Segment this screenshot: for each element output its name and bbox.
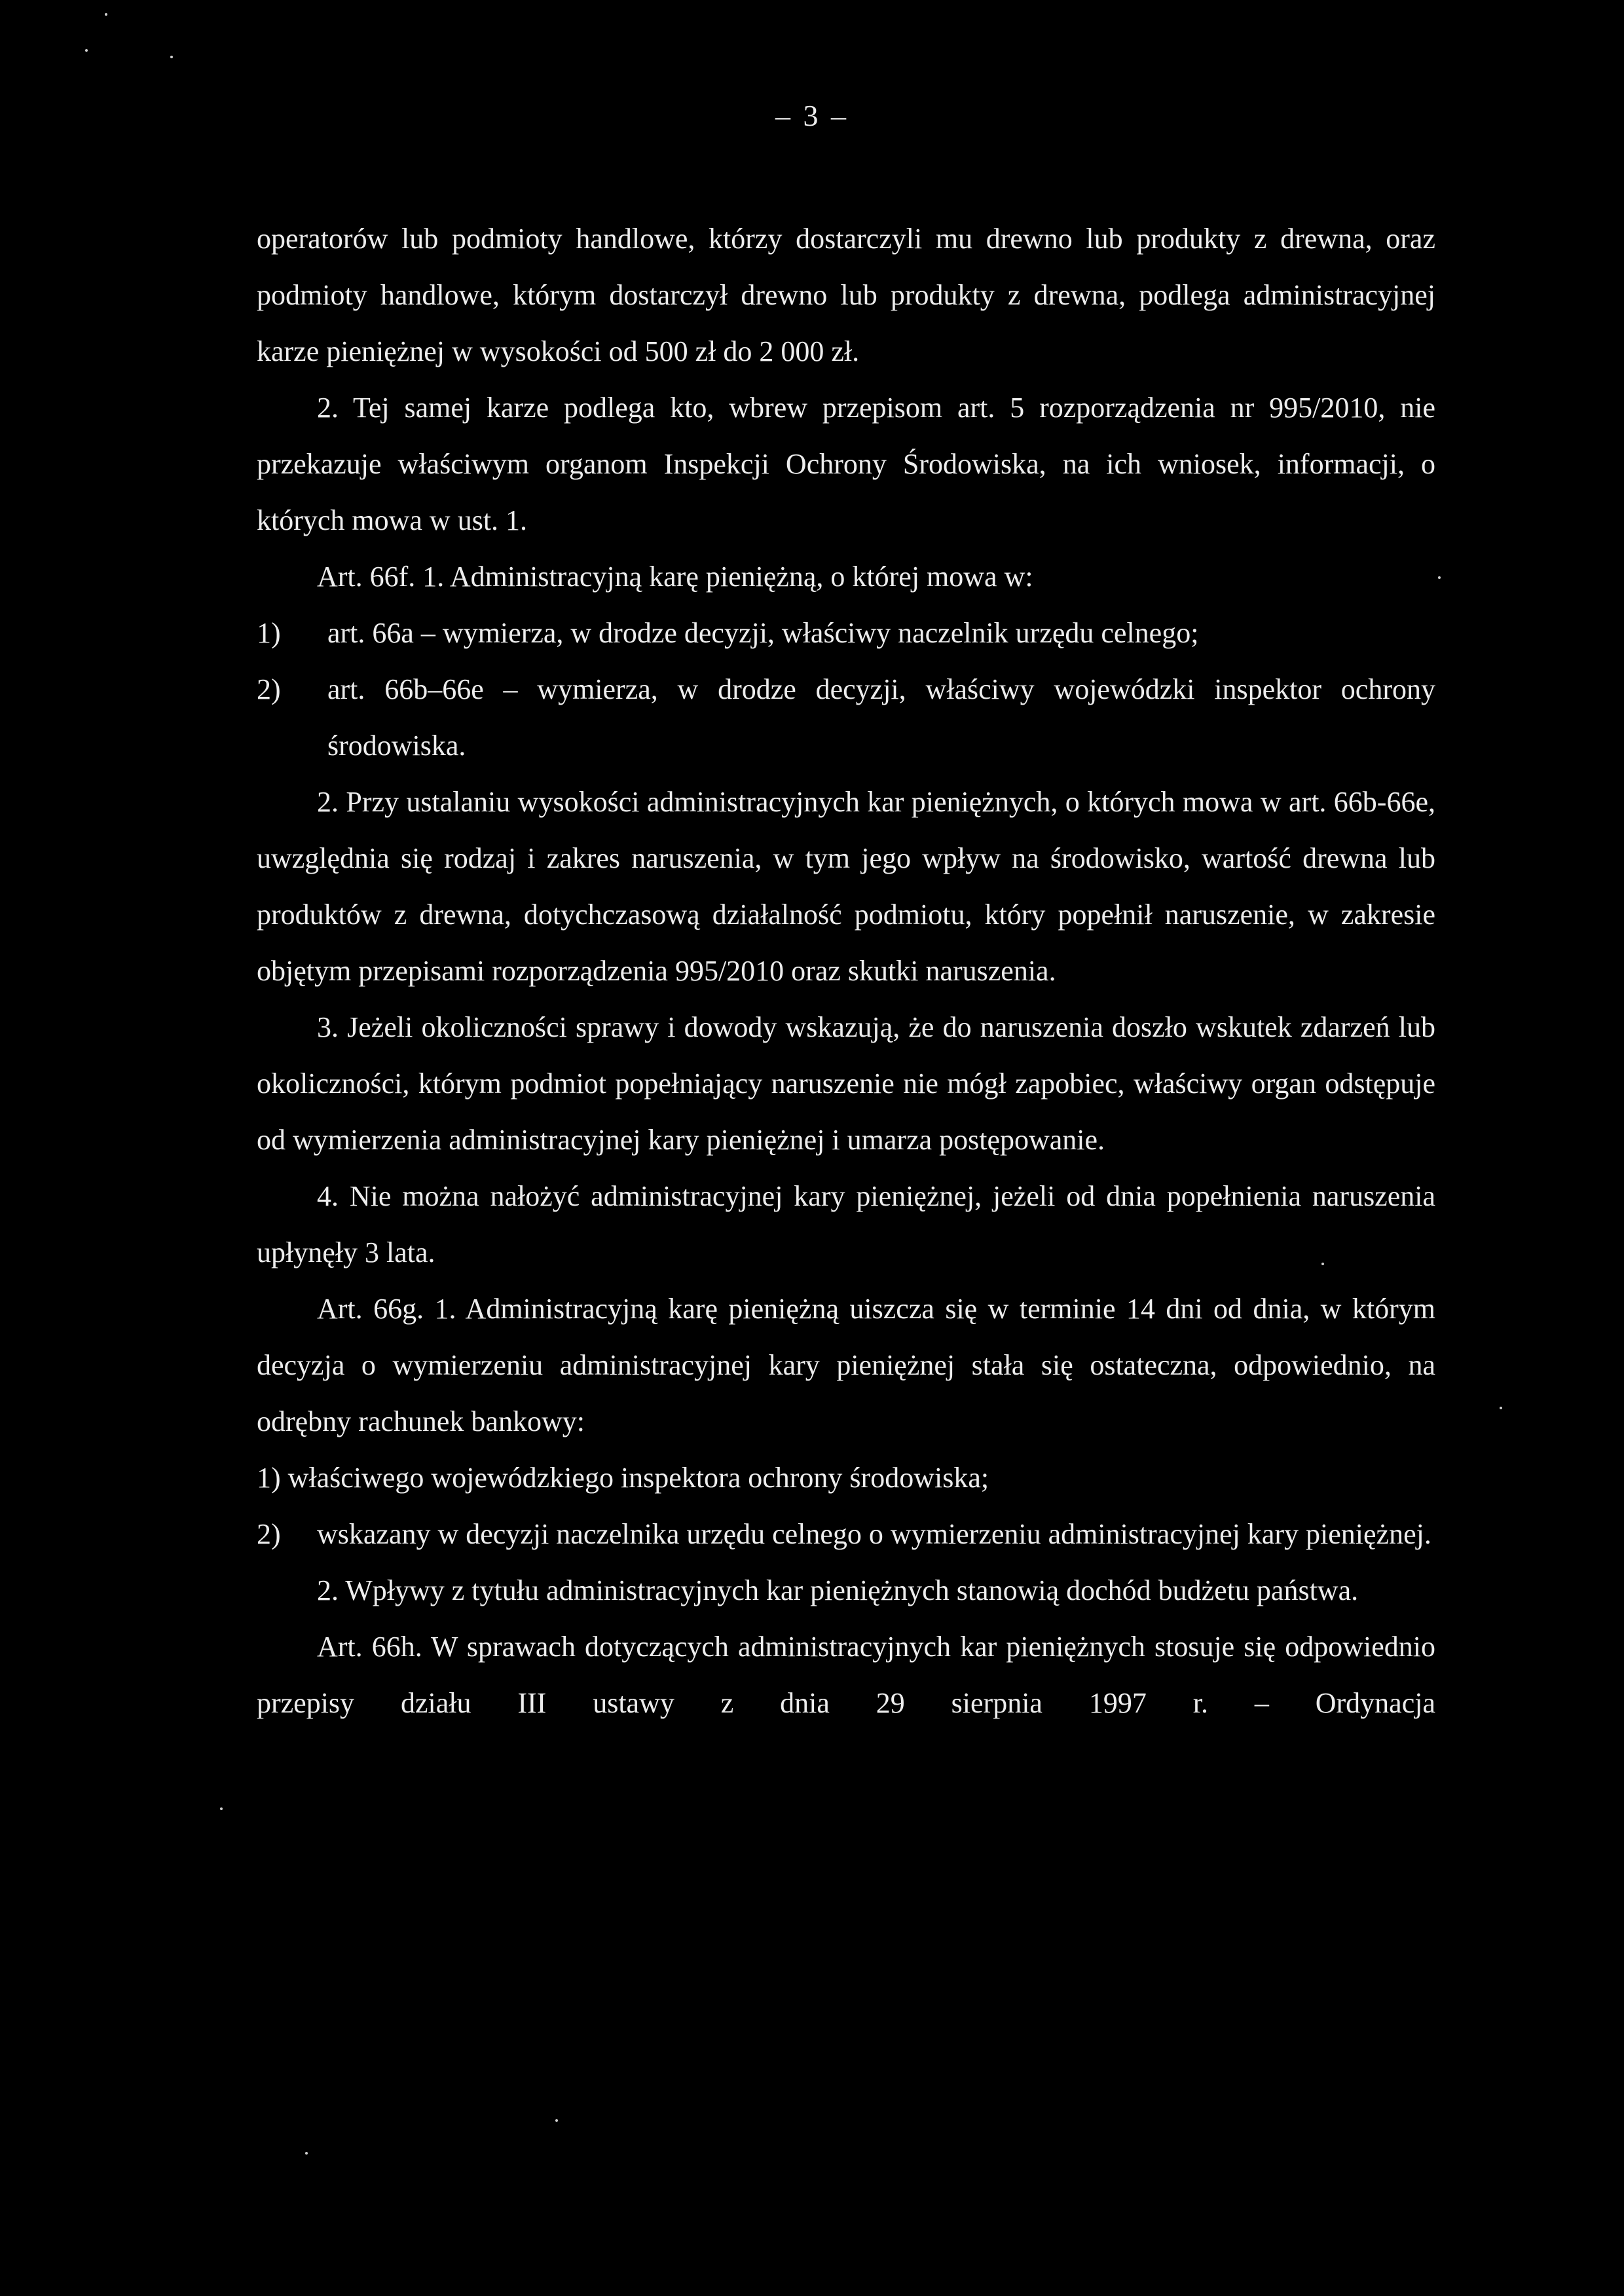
art66f-list-item-2	[257, 661, 1435, 774]
paragraph-art66f-3: 3. Jeżeli okoliczności sprawy i dowody wskazują, że do naruszenia doszło wskutek zdarzeń lub okoliczności, którym podmiot popełniający naruszenie nie mógł zapobiec, właściwy organ odstępuje od wymierzenia administracyjnej kary pieniężnej i umarza postępowanie.	[257, 1011, 1435, 1156]
article-66h-paragraph: Art. 66h. W sprawach dotyczących administracyjnych kar pieniężnych stosuje się odpowiednio przepisy działu III ustawy z dnia 29 sierpnia 1997 r. – Ordynacja	[257, 1631, 1435, 1719]
scan-speck	[85, 49, 88, 52]
article-66f-heading: Art. 66f. 1. Administracyjną karę pieniężną, o której mowa w:	[317, 561, 1033, 593]
article-66g-paragraph-1: Art. 66g. 1. Administracyjną karę pieniężną uiszcza się w terminie 14 dni od dnia, w którym decyzja o wymierzeniu administracyjnej kary pieniężnej stała się ostateczna, odpowiednio, na odrębny rachunek bankowy:	[257, 1293, 1435, 1437]
list-number: 2)	[257, 1518, 281, 1550]
scan-speck	[1321, 1263, 1324, 1265]
scan-speck	[1500, 1407, 1502, 1409]
art66f-list-item-1	[257, 605, 1435, 661]
art66g-list-item-2	[257, 1506, 1435, 1563]
scan-speck	[555, 2119, 558, 2122]
list-text: art. 66b–66e – wymierza, w drodze decyzji, właściwy wojewódzki inspektor ochrony środowiska.	[327, 673, 1435, 762]
scan-speck	[1438, 576, 1441, 579]
list-text: wskazany w decyzji naczelnika urzędu celnego o wymierzeniu administracyjnej kary pieniężnej.	[317, 1518, 1431, 1550]
paragraph-art66f-2: 2. Przy ustalaniu wysokości administracyjnych kar pieniężnych, o których mowa w art. 66b-66e, uwzględnia się rodzaj i zakres naruszenia, w tym jego wpływ na środowisko, wartość drewna lub produktów z drewna, dotychczasową działalność podmiotu, który popełnił naruszenie, w zakresie objętym przepisami rozporządzenia 995/2010 oraz skutki naruszenia.	[257, 786, 1435, 987]
page-number: – 3 –	[775, 99, 849, 132]
scan-speck	[170, 56, 173, 58]
paragraph-art66e-2: 2. Tej samej karze podlega kto, wbrew przepisom art. 5 rozporządzenia nr 995/2010, nie przekazuje właściwym organom Inspekcji Ochrony Środowiska, na ich wniosek, informacji, o których mowa w ust. 1.	[257, 392, 1435, 536]
paragraph-art66g-2: 2. Wpływy z tytułu administracyjnych kar pieniężnych stanowią dochód budżetu państwa.	[317, 1574, 1359, 1606]
list-text: art. 66a – wymierza, w drodze decyzji, właściwy naczelnik urzędu celnego;	[327, 617, 1199, 649]
list-number: 2)	[257, 673, 281, 705]
document-body	[257, 211, 1435, 1731]
scan-speck	[305, 2152, 308, 2155]
paragraph-continuation: operatorów lub podmioty handlowe, którzy dostarczyli mu drewno lub produkty z drewna, oraz podmioty handlowe, którym dostarczył drewno lub produkty z drewna, podlega administracyjnej karze pieniężnej w wysokości od 500 zł do 2 000 zł.	[257, 223, 1435, 367]
scan-speck	[105, 13, 107, 16]
list-number: 1)	[257, 617, 281, 649]
scan-speck	[220, 1807, 223, 1810]
art66g-list-item-1: 1) właściwego wojewódzkiego inspektora ochrony środowiska;	[257, 1462, 989, 1494]
paragraph-art66f-4: 4. Nie można nałożyć administracyjnej kary pieniężnej, jeżeli od dnia popełnienia naruszenia upłynęły 3 lata.	[257, 1180, 1435, 1268]
